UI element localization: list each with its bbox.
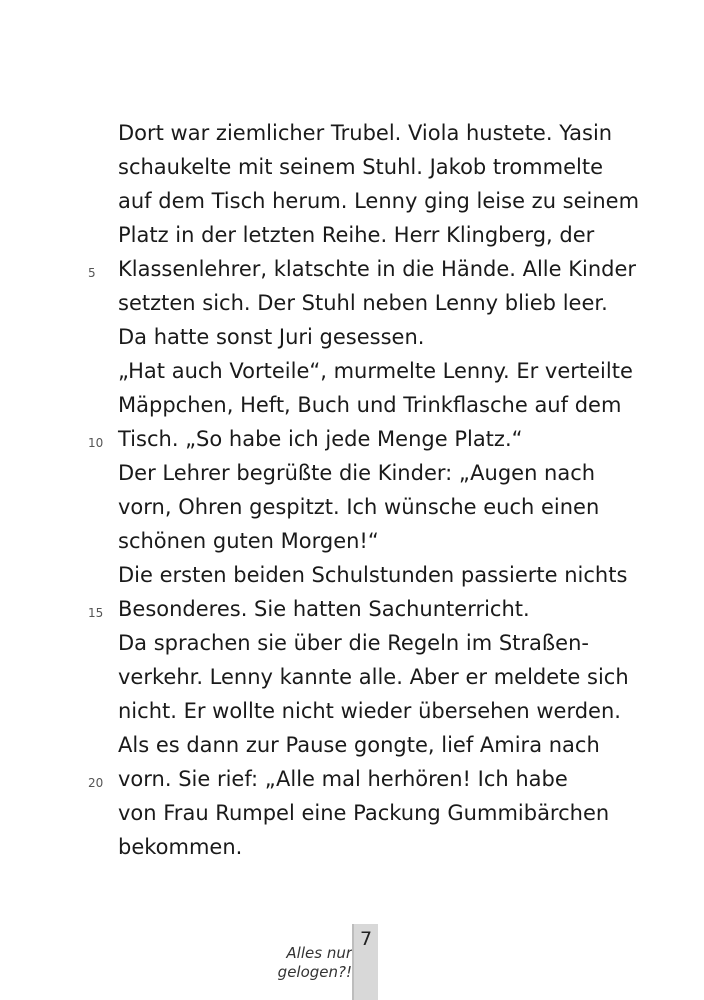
text-line bbox=[118, 796, 678, 830]
text-line bbox=[118, 660, 678, 694]
text-line bbox=[118, 694, 678, 728]
line-text: schönen guten Morgen!“ bbox=[118, 529, 379, 553]
text-line bbox=[118, 490, 678, 524]
line-text: „Hat auch Vorteile“, murmelte Lenny. Er verteilte bbox=[118, 359, 633, 383]
line-text: Klassenlehrer, klatschte in die Hände. Alle Kinder bbox=[118, 257, 637, 281]
text-line bbox=[118, 830, 678, 864]
page-footer bbox=[278, 924, 388, 1000]
text-line bbox=[88, 252, 678, 286]
line-text: Da sprachen sie über die Regeln im Straßen- bbox=[118, 631, 589, 655]
line-text: bekommen. bbox=[118, 835, 243, 859]
series-title-line-1: Alles nur bbox=[286, 944, 352, 962]
line-text: Als es dann zur Pause gongte, lief Amira nach bbox=[118, 733, 600, 757]
line-number: 10 bbox=[88, 436, 104, 450]
line-text: von Frau Rumpel eine Packung Gummibärchen bbox=[118, 801, 610, 825]
line-text: Der Lehrer begrüßte die Kinder: „Augen nach bbox=[118, 461, 596, 485]
series-title bbox=[278, 944, 352, 982]
text-line bbox=[118, 388, 678, 422]
line-text: auf dem Tisch herum. Lenny ging leise zu seinem bbox=[118, 189, 640, 213]
text-line bbox=[118, 456, 678, 490]
line-text: Tisch. „So habe ich jede Menge Platz.“ bbox=[118, 427, 523, 451]
body-text bbox=[88, 116, 678, 864]
line-text: Besonderes. Sie hatten Sachunterricht. bbox=[118, 597, 530, 621]
page-number-tab bbox=[352, 924, 378, 1000]
line-text: vorn, Ohren gespitzt. Ich wünsche euch einen bbox=[118, 495, 600, 519]
text-line bbox=[88, 762, 678, 796]
text-line bbox=[88, 422, 678, 456]
text-line bbox=[118, 218, 678, 252]
line-text: Die ersten beiden Schulstunden passierte nichts bbox=[118, 563, 628, 587]
page-number: 7 bbox=[359, 928, 373, 950]
text-line bbox=[118, 728, 678, 762]
line-text: vorn. Sie rief: „Alle mal herhören! Ich habe bbox=[118, 767, 568, 791]
line-number: 20 bbox=[88, 776, 104, 790]
line-text: verkehr. Lenny kannte alle. Aber er meldete sich bbox=[118, 665, 629, 689]
line-text: setzten sich. Der Stuhl neben Lenny blieb leer. bbox=[118, 291, 608, 315]
text-line bbox=[118, 116, 678, 150]
text-line bbox=[118, 320, 678, 354]
text-line bbox=[118, 558, 678, 592]
text-line bbox=[118, 184, 678, 218]
text-line bbox=[118, 524, 678, 558]
series-title-line-2: gelogen?! bbox=[277, 963, 352, 981]
line-text: Mäppchen, Heft, Buch und Trinkflasche auf dem bbox=[118, 393, 622, 417]
line-number: 5 bbox=[88, 266, 96, 280]
line-text: Da hatte sonst Juri gesessen. bbox=[118, 325, 425, 349]
line-text: nicht. Er wollte nicht wieder übersehen werden. bbox=[118, 699, 621, 723]
line-text: Dort war ziemlicher Trubel. Viola hustete. Yasin bbox=[118, 121, 613, 145]
text-line bbox=[118, 150, 678, 184]
text-line bbox=[118, 286, 678, 320]
line-text: schaukelte mit seinem Stuhl. Jakob trommelte bbox=[118, 155, 603, 179]
text-line bbox=[88, 592, 678, 626]
text-line bbox=[118, 626, 678, 660]
line-text: Platz in der letzten Reihe. Herr Klingberg, der bbox=[118, 223, 595, 247]
line-number: 15 bbox=[88, 606, 104, 620]
text-line bbox=[118, 354, 678, 388]
